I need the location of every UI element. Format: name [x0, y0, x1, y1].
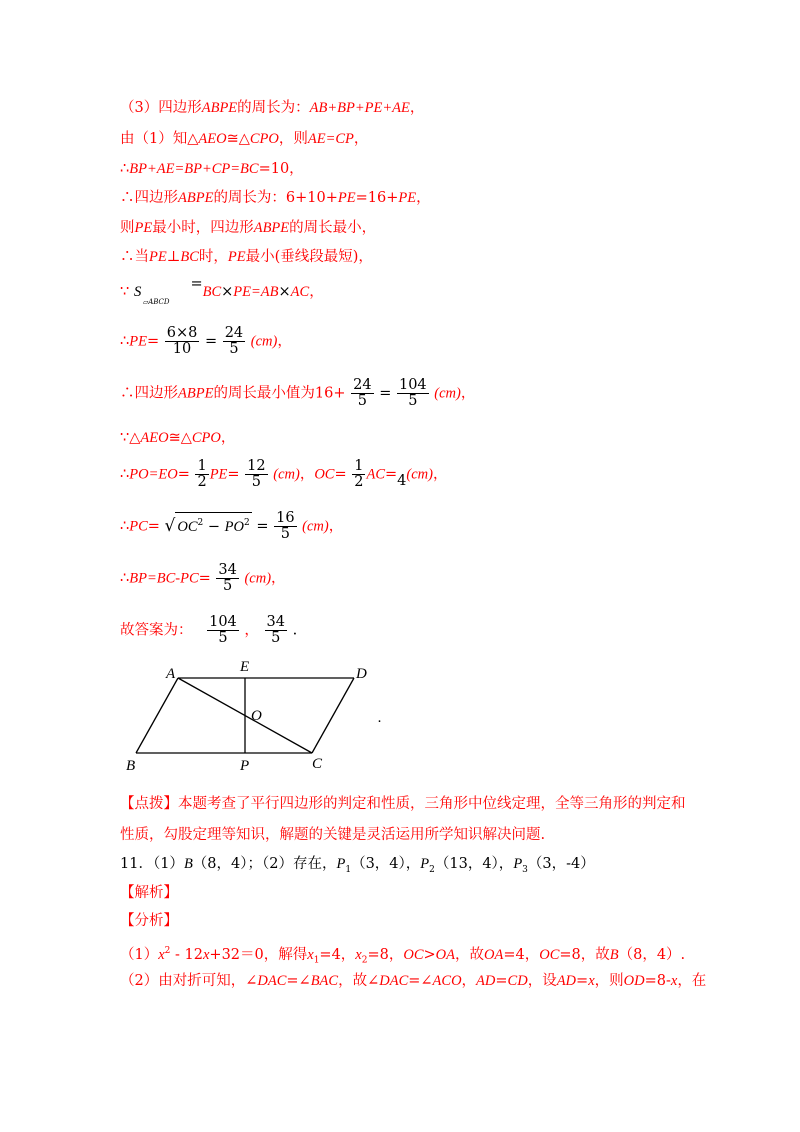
text: ×	[221, 284, 234, 300]
text: （13，4），	[434, 856, 514, 872]
text: - 12	[170, 946, 203, 963]
text: ，则	[594, 973, 624, 989]
text: =	[385, 466, 398, 483]
text: =∠	[286, 973, 311, 989]
text: （8，4）.	[618, 946, 686, 963]
text: ，	[409, 100, 425, 116]
denominator: 5	[223, 578, 233, 594]
fenxi-heading: 【分析】	[120, 913, 178, 929]
answer-line	[120, 615, 297, 646]
unit: (cm)	[302, 518, 329, 535]
denominator: 5	[271, 630, 281, 646]
solution-line-2	[120, 129, 368, 149]
trailing-dot: .	[378, 710, 382, 726]
unit: (cm)	[250, 333, 278, 350]
text: （3）四边形	[120, 100, 202, 116]
solution-line-9	[120, 378, 475, 409]
fraction	[216, 563, 238, 594]
label-O: O	[251, 708, 262, 724]
text: ，	[461, 973, 477, 989]
text: 最小(垂线段最短)，	[245, 249, 373, 265]
math: OC	[177, 518, 198, 535]
unit: (cm)	[244, 570, 272, 587]
text: =∠	[408, 973, 433, 989]
math: AC	[366, 466, 385, 483]
solution-line-1	[120, 98, 424, 118]
math: OA	[484, 946, 504, 963]
math: AEO	[140, 430, 169, 446]
numerator: 34	[266, 614, 285, 630]
label-A: A	[166, 666, 176, 682]
text: =8，	[367, 946, 404, 963]
text: ∴	[120, 333, 130, 350]
analysis-line-2	[120, 971, 706, 991]
text: ，	[299, 466, 315, 483]
sub: 1	[345, 864, 352, 875]
exp: 2	[197, 517, 204, 528]
text: ≅△	[168, 430, 192, 446]
denominator: 5	[408, 393, 418, 409]
jiexi-heading: 【解析】	[120, 885, 178, 901]
label-C: C	[312, 756, 323, 772]
math: B	[609, 946, 619, 963]
sub: 1	[313, 955, 320, 966]
math: OC	[314, 466, 335, 483]
text: 的周长最小，	[289, 220, 377, 236]
text: ，在	[677, 973, 707, 989]
text: =	[190, 276, 203, 292]
sub: 3	[522, 864, 528, 875]
text: ∴	[120, 466, 130, 483]
math: PE	[149, 249, 167, 265]
text: ，	[271, 570, 286, 587]
math: x	[355, 946, 362, 963]
text: =	[177, 466, 190, 483]
note-line-1: 【点拨】本题考查了平行四边形的判定和性质，三角形中位线定理，全等三角形的判定和	[120, 796, 686, 812]
text: （3，-4）	[527, 856, 595, 872]
math: PC	[129, 518, 148, 535]
math: PE	[227, 249, 246, 265]
text: ，	[416, 190, 431, 206]
label-B: B	[126, 758, 136, 774]
text: ，	[432, 466, 448, 483]
text: +32＝0，解得	[209, 946, 308, 963]
solution-line-7	[120, 276, 324, 306]
text: ∴当	[120, 249, 149, 265]
text: ∴	[120, 518, 130, 535]
solution-line-10	[120, 428, 235, 448]
math: PE	[209, 466, 228, 483]
math: DAC	[257, 973, 287, 989]
numerator: 16	[276, 510, 295, 526]
denominator: 5	[251, 474, 262, 490]
text: ，	[328, 518, 344, 535]
text: （1）	[120, 946, 159, 963]
math: OC	[403, 946, 424, 963]
text: =8-	[644, 973, 671, 989]
text: =	[227, 466, 240, 483]
math: PO=EO	[129, 466, 178, 483]
numerator: 104	[398, 377, 427, 393]
math: P	[513, 856, 523, 872]
text: ∵	[120, 284, 130, 300]
sub: 2	[429, 864, 435, 875]
math: x	[202, 946, 210, 963]
math: DAC	[379, 973, 409, 989]
text: ，则	[278, 131, 308, 147]
unit: (cm)	[273, 466, 300, 483]
text: 的周长为：6+10+	[213, 190, 338, 206]
q11-answer	[120, 854, 595, 880]
math: OA	[435, 946, 455, 963]
math: PE	[134, 220, 153, 236]
text: ∴	[120, 570, 130, 587]
numerator: 1	[354, 458, 364, 474]
text: =4，	[319, 946, 356, 963]
solution-line-3	[120, 159, 304, 179]
math: ACO	[432, 973, 462, 989]
text: 的周长为：	[237, 100, 310, 116]
math: OC	[539, 946, 560, 963]
math: BP+AE=BP+CP=BC	[129, 161, 259, 177]
note-line-2: 性质，勾股定理等知识，解题的关键是灵活运用所学知识解决问题.	[120, 827, 546, 843]
text: =	[576, 973, 589, 989]
numerator: 6×8	[166, 325, 198, 341]
analysis-line-1	[120, 941, 685, 971]
radical-sign: √	[164, 515, 176, 536]
math: x	[588, 973, 595, 989]
math: PE	[398, 190, 417, 206]
fraction	[245, 459, 267, 490]
segment-AB	[136, 678, 178, 753]
exp: 2	[243, 517, 250, 528]
numerator: 34	[218, 562, 237, 578]
fraction	[165, 326, 200, 357]
math: OD	[623, 973, 645, 989]
unit: (cm)	[406, 466, 433, 483]
text: >	[423, 946, 436, 963]
solution-line-11	[120, 459, 447, 490]
text: 则	[120, 220, 135, 236]
label-E: E	[240, 660, 250, 675]
solution-line-13	[120, 563, 286, 594]
text: ∵△	[120, 430, 141, 446]
fraction	[195, 459, 208, 490]
text: =16+	[355, 190, 399, 206]
text: =	[256, 518, 269, 535]
text: =	[204, 333, 218, 350]
math: ABPE	[253, 220, 290, 236]
text: 最小时，四边形	[152, 220, 254, 236]
denominator: 5	[218, 630, 228, 646]
math: PO	[224, 518, 244, 535]
fraction	[352, 459, 365, 490]
text: ∴	[120, 161, 130, 177]
denominator: 10	[172, 341, 192, 357]
math: P	[336, 856, 346, 872]
solution-line-12	[120, 511, 343, 542]
numerator: 104	[209, 614, 237, 630]
math: x	[158, 946, 165, 963]
numerator: 24	[224, 325, 244, 341]
math: ABPE	[178, 190, 214, 206]
value: 4	[397, 472, 407, 489]
text: =	[198, 570, 211, 587]
denominator: 2	[354, 474, 364, 490]
denominator: 5	[357, 393, 367, 409]
math: ABPE	[178, 385, 214, 402]
solution-line-4	[120, 188, 431, 208]
radicand	[175, 512, 251, 537]
text: （8，4）；（2）存在，	[192, 856, 337, 872]
text: =	[495, 973, 508, 989]
math: x	[307, 946, 314, 963]
math: CPO	[249, 131, 279, 147]
math: PE=AB	[233, 284, 279, 300]
area-subscript: ▱ABCD	[142, 298, 170, 306]
text: ≅△	[226, 131, 250, 147]
text: 时，	[198, 249, 228, 265]
text: ，	[353, 131, 369, 147]
text: 11．（1）	[120, 856, 184, 872]
solution-line-8	[120, 326, 292, 357]
math: CD	[507, 973, 528, 989]
solution-line-5	[120, 218, 376, 238]
solution-line-6	[120, 247, 373, 267]
text: ，	[220, 430, 236, 446]
math: ABPE	[201, 100, 238, 116]
text: =8，故	[559, 946, 610, 963]
text: ×	[278, 284, 291, 300]
denominator: 5	[229, 341, 239, 357]
text: 故答案为：	[120, 622, 193, 639]
fraction	[274, 511, 296, 542]
math: AD	[556, 973, 577, 989]
math: BP=BC-PC	[129, 570, 199, 587]
math: AC	[290, 284, 310, 300]
math: PE	[337, 190, 356, 206]
text: ，故∠	[338, 973, 380, 989]
sub: 2	[361, 955, 368, 966]
label-D: D	[356, 666, 367, 682]
text: =	[147, 518, 160, 535]
text: ⊥	[166, 249, 181, 265]
math: AEO	[198, 131, 227, 147]
text: ，设	[527, 973, 557, 989]
text: .	[292, 622, 298, 639]
fraction	[223, 326, 245, 357]
math: BC	[202, 284, 222, 300]
denominator: 5	[280, 526, 290, 542]
text: ，	[244, 622, 259, 639]
math: BAC	[310, 973, 339, 989]
denominator: 2	[197, 474, 207, 490]
area-symbol: S	[133, 284, 142, 300]
segment-DC	[312, 678, 354, 753]
text: ，故	[455, 946, 484, 963]
exp: 2	[164, 946, 171, 956]
text: ，	[309, 284, 324, 300]
text: =	[146, 333, 160, 350]
text: （2）由对折可知，∠	[120, 973, 258, 989]
math: CPO	[191, 430, 221, 446]
math: AB+BP+PE+AE	[309, 100, 410, 116]
text: ，	[277, 333, 292, 350]
numerator: 12	[247, 458, 266, 474]
text: 的周长最小值为16+	[213, 385, 346, 402]
text: ∴四边形	[120, 385, 178, 402]
text: −	[203, 518, 225, 535]
math: PE	[129, 333, 147, 350]
fraction	[397, 378, 429, 409]
text: =	[379, 385, 392, 402]
text: ，	[460, 385, 476, 402]
fraction	[265, 615, 287, 646]
math: B	[183, 856, 193, 872]
numerator: 1	[197, 458, 207, 474]
math: x	[670, 973, 678, 989]
math: BC	[180, 249, 199, 265]
unit: (cm)	[434, 385, 461, 402]
fraction	[351, 378, 373, 409]
text: 由（1）知△	[120, 131, 199, 147]
text: ∴四边形	[120, 190, 178, 206]
label-P: P	[240, 758, 250, 774]
math: AD	[476, 973, 496, 989]
text: =10，	[258, 161, 304, 177]
fraction	[207, 615, 239, 646]
numerator: 24	[353, 377, 372, 393]
text: =	[334, 466, 347, 483]
math: AE=CP	[307, 131, 354, 147]
parallelogram-figure	[118, 660, 418, 780]
text: =4，	[503, 946, 540, 963]
text: （3，4），	[351, 856, 421, 872]
math: P	[420, 856, 430, 872]
